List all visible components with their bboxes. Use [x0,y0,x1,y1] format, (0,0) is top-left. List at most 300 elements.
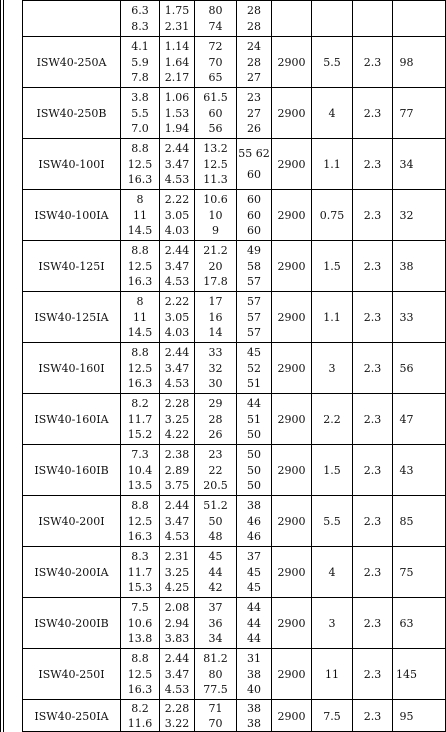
head-value: 65 [208,71,223,85]
flow-value: 14.5 [127,326,153,340]
flow-value: 8.2 [131,702,149,715]
head-value: 61.5 [203,90,228,104]
head-value: 28 [208,412,223,426]
head-value: 13.2 [203,141,228,155]
eff-value: 60 [247,192,261,206]
eff-value: 38 [247,702,261,715]
eff-value: 57 [247,294,261,308]
flow-value: 11.7 [127,412,153,426]
power-value: 2.2 [323,412,341,426]
head-value: 32 [208,361,223,375]
rate-value: 1.94 [164,122,190,136]
head-cell [195,88,236,138]
rate-value: 4.03 [164,224,190,238]
head-cell [195,343,236,393]
npsh-value: 2.3 [363,709,382,723]
head-cell [195,241,236,291]
speed-value: 2900 [277,310,306,324]
eff-value: 58 [247,259,261,273]
eff-value: 45 [247,565,261,579]
weight-value: 95 [399,709,414,723]
rate-value: 4.53 [164,683,190,697]
flow-value: 6.3 [131,4,149,17]
rate-value: 4.03 [164,326,190,340]
flow-value: 4.1 [131,39,149,53]
power-value: 1.5 [323,259,341,273]
head-value: 22 [208,463,223,477]
head-value: 12.5 [203,157,228,171]
weight-value: 47 [399,412,414,426]
eff-value: 50 [247,447,261,461]
flow-value: 13.5 [127,479,153,493]
flow-cell [121,394,159,444]
flow-value: 10.4 [127,463,153,477]
weight-value: 145 [396,667,417,681]
flow-value: 12.5 [127,514,153,528]
rate-value: 3.22 [164,717,190,730]
eff-cell [237,37,271,87]
flow-value: 8 [136,294,144,308]
eff-cell [237,394,271,444]
head-cell [195,37,236,87]
head-cell [195,496,236,546]
npsh-value: 2.3 [363,310,382,324]
speed-value: 2900 [277,361,306,375]
speed-value: 2900 [277,157,306,171]
head-value: 30 [208,377,223,391]
flow-cell [121,88,159,138]
flow-value: 11.6 [127,717,153,730]
weight-value: 77 [399,106,414,120]
rate-value: 3.47 [164,361,190,375]
eff-value: 50 [247,463,261,477]
eff-value: 50 [247,428,261,442]
npsh-value: 2.3 [363,463,382,477]
head-cell [195,598,236,648]
rate-value: 1.64 [164,55,190,69]
grid-vline [3,0,4,732]
flow-value: 7.5 [131,600,149,614]
flow-value: 10.6 [127,616,153,630]
power-value [312,1,352,36]
head-value: 20.5 [203,479,228,493]
eff-value: 28 [247,20,261,33]
flow-cell [121,343,159,393]
model-name: ISW40-200IA [34,565,109,579]
head-cell [195,190,236,240]
rate-cell [160,547,194,597]
rate-value: 1.75 [164,4,190,17]
eff-value: 57 [247,326,261,340]
head-cell [195,139,236,189]
flow-value: 12.5 [127,667,153,681]
flow-value: 8.8 [131,498,149,512]
eff-value: 60 [247,224,261,238]
head-value: 72 [208,39,223,53]
rate-value: 4.53 [164,173,190,187]
model-name: ISW40-250I [38,667,105,681]
eff-value: 38 [247,717,261,730]
eff-value: 40 [247,683,261,697]
head-cell [195,445,236,495]
weight-value: 75 [399,565,414,579]
rate-value: 4.53 [164,275,190,289]
rate-value: 2.38 [164,447,190,461]
model-name: ISW40-250A [36,55,107,69]
head-cell [195,292,236,342]
eff-value: 28 [247,55,261,69]
eff-cell [237,139,271,189]
model-name: ISW40-100I [38,157,105,171]
flow-cell [121,547,159,597]
flow-value: 12.5 [127,361,153,375]
eff-value: 27 [247,106,261,120]
flow-value: 8.2 [131,396,149,410]
flow-cell [121,292,159,342]
rate-value: 2.94 [164,616,190,630]
head-value: 29 [208,396,223,410]
eff-cell [237,700,271,732]
eff-value: 49 [247,243,261,257]
weight-value: 56 [399,361,414,375]
head-value: 77.5 [203,683,228,697]
rate-value: 3.75 [164,479,190,493]
flow-value: 8.8 [131,141,149,155]
weight-value: 85 [399,514,414,528]
power-value: 7.5 [323,709,341,723]
grid-vline [0,0,1,732]
eff-value: 44 [247,616,261,630]
head-value: 17.8 [203,275,228,289]
power-value: 4 [328,106,336,120]
eff-cell [237,547,271,597]
flow-value: 8.8 [131,243,149,257]
npsh-value: 2.3 [363,361,382,375]
rate-value: 2.08 [164,600,190,614]
head-value: 21.2 [203,243,228,257]
flow-value: 3.8 [131,90,149,104]
weight-value: 63 [399,616,414,630]
npsh-value: 2.3 [363,565,382,579]
rate-cell [160,1,194,36]
flow-value: 15.2 [127,428,153,442]
head-value: 9 [212,224,219,238]
rate-value: 3.47 [164,157,190,171]
speed-value: 2900 [277,565,306,579]
power-value: 3 [328,616,336,630]
head-value: 60 [208,106,223,120]
head-value: 26 [208,428,223,442]
head-value: 34 [208,632,223,646]
flow-value: 14.5 [127,224,153,238]
rate-value: 3.25 [164,412,190,426]
speed-value: 2900 [277,259,306,273]
model-name: ISW40-160I [38,361,105,375]
weight-value: 32 [399,208,414,222]
speed-value: 2900 [277,514,306,528]
rate-value: 1.14 [164,39,190,53]
model-name: ISW40-250IA [34,709,109,723]
weight-value: 43 [399,463,414,477]
flow-value: 16.3 [127,377,153,391]
speed-value: 2900 [277,616,306,630]
eff-value: 52 [247,361,261,375]
model-name: ISW40-200IB [34,616,109,630]
eff-value: 23 [247,90,261,104]
rate-value: 2.22 [164,294,190,308]
npsh-value: 2.3 [363,616,382,630]
eff-value: 51 [247,377,261,391]
flow-cell [121,649,159,699]
weight-value: 98 [399,55,414,69]
rate-value: 2.44 [164,141,190,155]
flow-value: 8.8 [131,651,149,665]
eff-value: 26 [247,122,261,136]
eff-cell [237,88,271,138]
head-value: 10 [208,208,223,222]
flow-cell [121,700,159,732]
model-name: ISW40-160IA [34,412,109,426]
weight-value [393,1,420,36]
head-value: 10.6 [203,192,228,206]
flow-value: 11 [133,208,147,222]
power-value: 1.1 [323,157,341,171]
head-value: 81.2 [203,651,228,665]
rate-value: 4.25 [164,581,190,595]
flow-value: 7.3 [131,447,149,461]
rate-value: 2.44 [164,651,190,665]
model-name: ISW40-250B [36,106,107,120]
rate-value: 3.83 [164,632,190,646]
flow-value: 8.8 [131,345,149,359]
rate-cell [160,88,194,138]
rate-value: 2.44 [164,243,190,257]
flow-value: 5.9 [131,55,149,69]
flow-value: 13.8 [127,632,153,646]
model-name [23,1,120,36]
flow-value: 16.3 [127,683,153,697]
flow-value: 16.3 [127,530,153,544]
rate-value: 2.28 [164,702,190,715]
head-value: 33 [208,345,223,359]
flow-value: 12.5 [127,259,153,273]
head-value: 71 [208,702,223,715]
flow-value: 8.3 [131,20,149,33]
flow-value: 8.3 [131,549,149,563]
head-value: 45 [208,549,223,563]
head-value: 11.3 [203,173,228,187]
npsh-value: 2.3 [363,106,382,120]
head-value: 51.2 [203,498,228,512]
speed-value: 2900 [277,412,306,426]
rate-value: 3.47 [164,667,190,681]
rate-value: 3.47 [164,259,190,273]
rate-value: 1.53 [164,106,190,120]
head-cell [195,547,236,597]
flow-cell [121,1,159,36]
speed-value: 2900 [277,463,306,477]
eff-value: 50 [247,479,261,493]
flow-value: 16.3 [127,275,153,289]
rate-cell [160,292,194,342]
eff-value: 38 [247,498,261,512]
head-cell [195,1,236,36]
rate-cell [160,598,194,648]
head-value: 70 [208,55,223,69]
head-value: 48 [208,530,223,544]
speed-value: 2900 [277,667,306,681]
eff-cell [237,343,271,393]
eff-cell [237,598,271,648]
eff-cell [237,649,271,699]
head-value: 20 [208,259,223,273]
rate-cell [160,445,194,495]
model-name: ISW40-200I [38,514,105,528]
head-value: 80 [208,667,223,681]
eff-value: 55 62 [238,147,270,160]
rate-value: 3.05 [164,208,190,222]
head-value: 36 [208,616,223,630]
npsh-value: 2.3 [363,667,382,681]
npsh-value: 2.3 [363,157,382,171]
head-value: 80 [208,4,223,17]
head-value: 17 [208,294,223,308]
power-value: 5.5 [323,55,341,69]
power-value: 3 [328,361,336,375]
power-value: 0.75 [319,208,345,222]
rate-value: 4.53 [164,530,190,544]
head-value: 44 [208,565,223,579]
head-value: 70 [208,717,223,730]
flow-cell [121,445,159,495]
head-value: 16 [208,310,223,324]
weight-value: 38 [399,259,414,273]
rate-value: 2.44 [164,498,190,512]
model-name: ISW40-125IA [34,310,109,324]
rate-cell [160,190,194,240]
eff-value: 38 [247,667,261,681]
rate-value: 2.44 [164,345,190,359]
npsh-value: 2.3 [363,412,382,426]
head-cell [195,700,236,732]
eff-value: 44 [247,396,261,410]
speed-value [272,1,311,36]
rate-value: 1.06 [164,90,190,104]
eff-cell [237,445,271,495]
speed-value: 2900 [277,709,306,723]
head-value: 14 [208,326,223,340]
flow-cell [121,241,159,291]
eff-cell [237,190,271,240]
flow-value: 11 [133,310,147,324]
npsh-value: 2.3 [363,208,382,222]
eff-value: 44 [247,600,261,614]
eff-value: 51 [247,412,261,426]
eff-cell [237,1,271,36]
model-name: ISW40-100IA [34,208,109,222]
rate-cell [160,139,194,189]
speed-value: 2900 [277,55,306,69]
rate-value: 4.22 [164,428,190,442]
power-value: 1.5 [323,463,341,477]
rate-value: 3.25 [164,565,190,579]
rate-value: 3.47 [164,514,190,528]
head-value: 23 [208,447,223,461]
model-name: ISW40-160IB [34,463,109,477]
head-value: 50 [208,514,223,528]
flow-cell [121,190,159,240]
head-cell [195,649,236,699]
rate-cell [160,37,194,87]
rate-value: 3.05 [164,310,190,324]
rate-value: 2.22 [164,192,190,206]
flow-value: 5.5 [131,106,149,120]
flow-cell [121,139,159,189]
npsh-value: 2.3 [363,514,382,528]
eff-value: 46 [247,514,261,528]
power-value: 5.5 [323,514,341,528]
head-value: 37 [208,600,223,614]
npsh-value: 2.3 [363,55,382,69]
rate-value: 2.31 [164,549,190,563]
weight-value: 33 [399,310,414,324]
eff-value: 45 [247,345,261,359]
power-value: 4 [328,565,336,579]
flow-value: 12.5 [127,157,153,171]
flow-value: 15.3 [127,581,153,595]
eff-value: 60 [247,208,261,222]
head-value: 42 [208,581,223,595]
npsh-value: 2.3 [363,259,382,273]
rate-cell [160,343,194,393]
rate-value: 4.53 [164,377,190,391]
npsh-value [353,1,392,36]
eff-cell [237,496,271,546]
head-value: 56 [208,122,223,136]
rate-value: 2.89 [164,463,190,477]
eff-value: 45 [247,581,261,595]
speed-value: 2900 [277,106,306,120]
flow-cell [121,598,159,648]
eff-value: 37 [247,549,261,563]
speed-value: 2900 [277,208,306,222]
power-value: 1.1 [323,310,341,324]
eff-cell [237,292,271,342]
flow-value: 8 [136,192,144,206]
flow-cell [121,37,159,87]
eff-value: 44 [247,632,261,646]
rate-cell [160,700,194,732]
rate-cell [160,496,194,546]
flow-value: 7.0 [131,122,149,136]
model-name: ISW40-125I [38,259,105,273]
eff-value: 31 [247,651,261,665]
power-value: 11 [325,667,339,681]
flow-value: 16.3 [127,173,153,187]
eff-value: 24 [247,39,261,53]
head-value: 74 [208,20,223,33]
eff-value: 60 [247,168,261,181]
eff-value: 28 [247,4,261,17]
eff-value: 57 [247,275,261,289]
flow-value: 11.7 [127,565,153,579]
flow-cell [121,496,159,546]
eff-cell [237,241,271,291]
weight-value: 34 [399,157,414,171]
rate-value: 2.31 [164,20,190,33]
rate-cell [160,649,194,699]
rate-value: 2.17 [164,71,190,85]
